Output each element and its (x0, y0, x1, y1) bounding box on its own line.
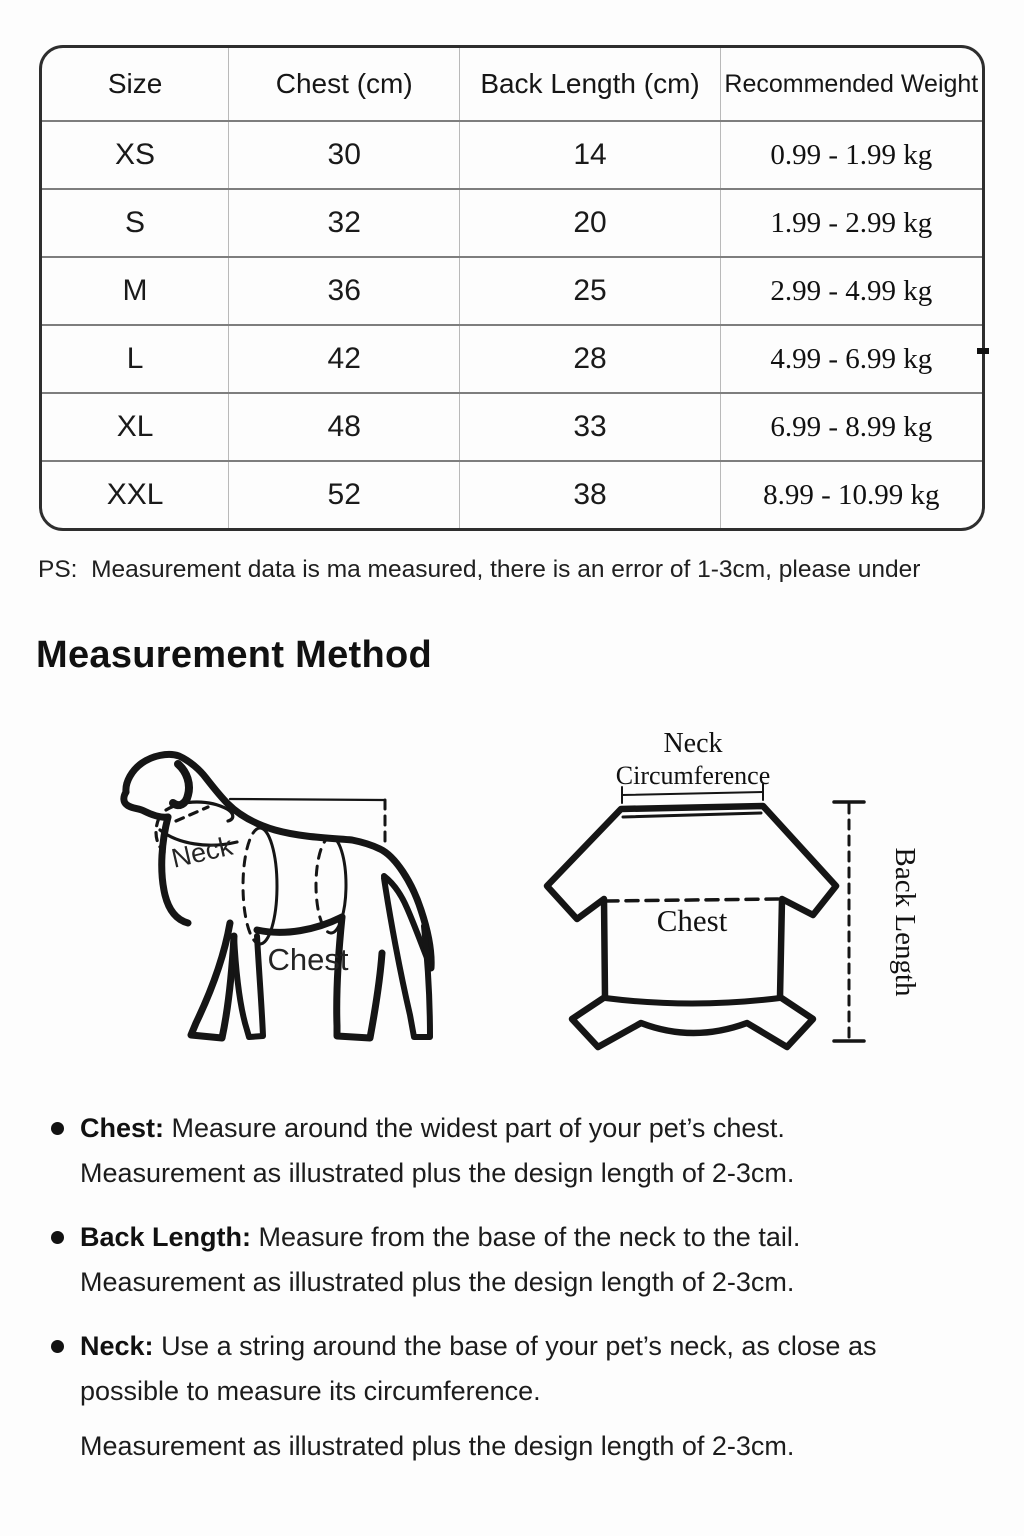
header-cell-chest: Chest (cm) (228, 48, 459, 120)
dog-back-length-guide (230, 799, 385, 800)
instruction-note: Measurement as illustrated plus the design length of 2-3cm. (80, 1267, 795, 1297)
table-row (42, 120, 982, 188)
instruction-back-length (46, 1215, 956, 1305)
cell-weight: 0.99 - 1.99 kg (720, 122, 982, 188)
instruction-term: Neck: (80, 1331, 154, 1361)
garment-neck-label-line2: Circumference (615, 761, 771, 790)
cell-chest: 30 (228, 122, 459, 188)
neck-measure-line (622, 792, 763, 795)
cell-size: XS (115, 138, 156, 171)
garment-measurement-diagram (520, 710, 960, 1090)
header-cell-size: Size (107, 68, 163, 99)
instruction-line (80, 1215, 956, 1260)
cell-size: S (125, 206, 146, 239)
cell-size: M (122, 274, 148, 307)
cell-weight: 6.99 - 8.99 kg (720, 394, 982, 460)
garment-chest-label: Chest (656, 903, 728, 938)
size-chart-table (39, 45, 985, 531)
table-row (42, 188, 982, 256)
cell-chest: 42 (228, 326, 459, 392)
cell-chest: 52 (228, 462, 459, 528)
cell-weight: 4.99 - 6.99 kg (720, 326, 982, 392)
instruction-text: Measure from the base of the neck to the tail. (258, 1222, 801, 1252)
cell-weight: 1.99 - 2.99 kg (720, 190, 982, 256)
dog-ear (173, 764, 189, 805)
dog-chest-label: Chest (267, 942, 349, 977)
cell-back-length: 33 (459, 394, 719, 460)
garment-back-length-label: Back Length (889, 847, 921, 997)
cell-size: L (126, 342, 144, 375)
instruction-text: Use a string around the base of your pet’s neck, as close as (161, 1331, 877, 1361)
instruction-note: Measurement as illustrated plus the design length of 2-3cm. (80, 1431, 795, 1461)
cell-back-length: 28 (459, 326, 719, 392)
instruction-line (80, 1324, 956, 1369)
ps-note: PS: Measurement data is ma measured, there is an error of 1-3cm, please under (38, 556, 921, 583)
bullet-icon (51, 1231, 64, 1244)
instruction-list (46, 1106, 956, 1488)
cell-back-length: 20 (459, 190, 719, 256)
table-header-row (42, 48, 982, 120)
table-row (42, 392, 982, 460)
header-cell-recommended-weight: Recommended Weight (720, 48, 982, 120)
dog-neck-label: Neck (168, 830, 236, 874)
dog-chest-band (260, 828, 277, 944)
table-row (42, 256, 982, 324)
section-title: Measurement Method (36, 634, 433, 676)
header-cell-back-length: Back Length (cm) (459, 48, 719, 120)
dog-measurement-diagram (80, 720, 500, 1080)
garment-neck-label-line1: Neck (663, 728, 723, 759)
cell-weight: 2.99 - 4.99 kg (720, 258, 982, 324)
table-row (42, 324, 982, 392)
chest-measure-line (606, 899, 778, 901)
instruction-term: Back Length: (80, 1222, 252, 1252)
instruction-term: Chest: (80, 1113, 165, 1143)
cell-size: XL (116, 410, 154, 443)
cell-back-length: 25 (459, 258, 719, 324)
dog-neck-band (166, 802, 233, 821)
instruction-text-2: possible to measure its circumference. (80, 1376, 541, 1406)
cell-chest: 48 (228, 394, 459, 460)
cell-weight: 8.99 - 10.99 kg (720, 462, 982, 528)
cell-chest: 32 (228, 190, 459, 256)
cell-back-length: 14 (459, 122, 719, 188)
instruction-note: Measurement as illustrated plus the design length of 2-3cm. (80, 1158, 795, 1188)
instruction-text: Measure around the widest part of your pet’s chest. (171, 1113, 785, 1143)
cell-back-length: 38 (459, 462, 719, 528)
bullet-icon (51, 1122, 64, 1135)
instruction-chest (46, 1106, 956, 1196)
cell-size: XXL (106, 478, 164, 511)
table-row (42, 460, 982, 528)
instruction-neck (46, 1324, 956, 1469)
instruction-line (80, 1106, 956, 1151)
cell-chest: 36 (228, 258, 459, 324)
scan-tick-artifact (977, 348, 989, 354)
bullet-icon (51, 1340, 64, 1353)
